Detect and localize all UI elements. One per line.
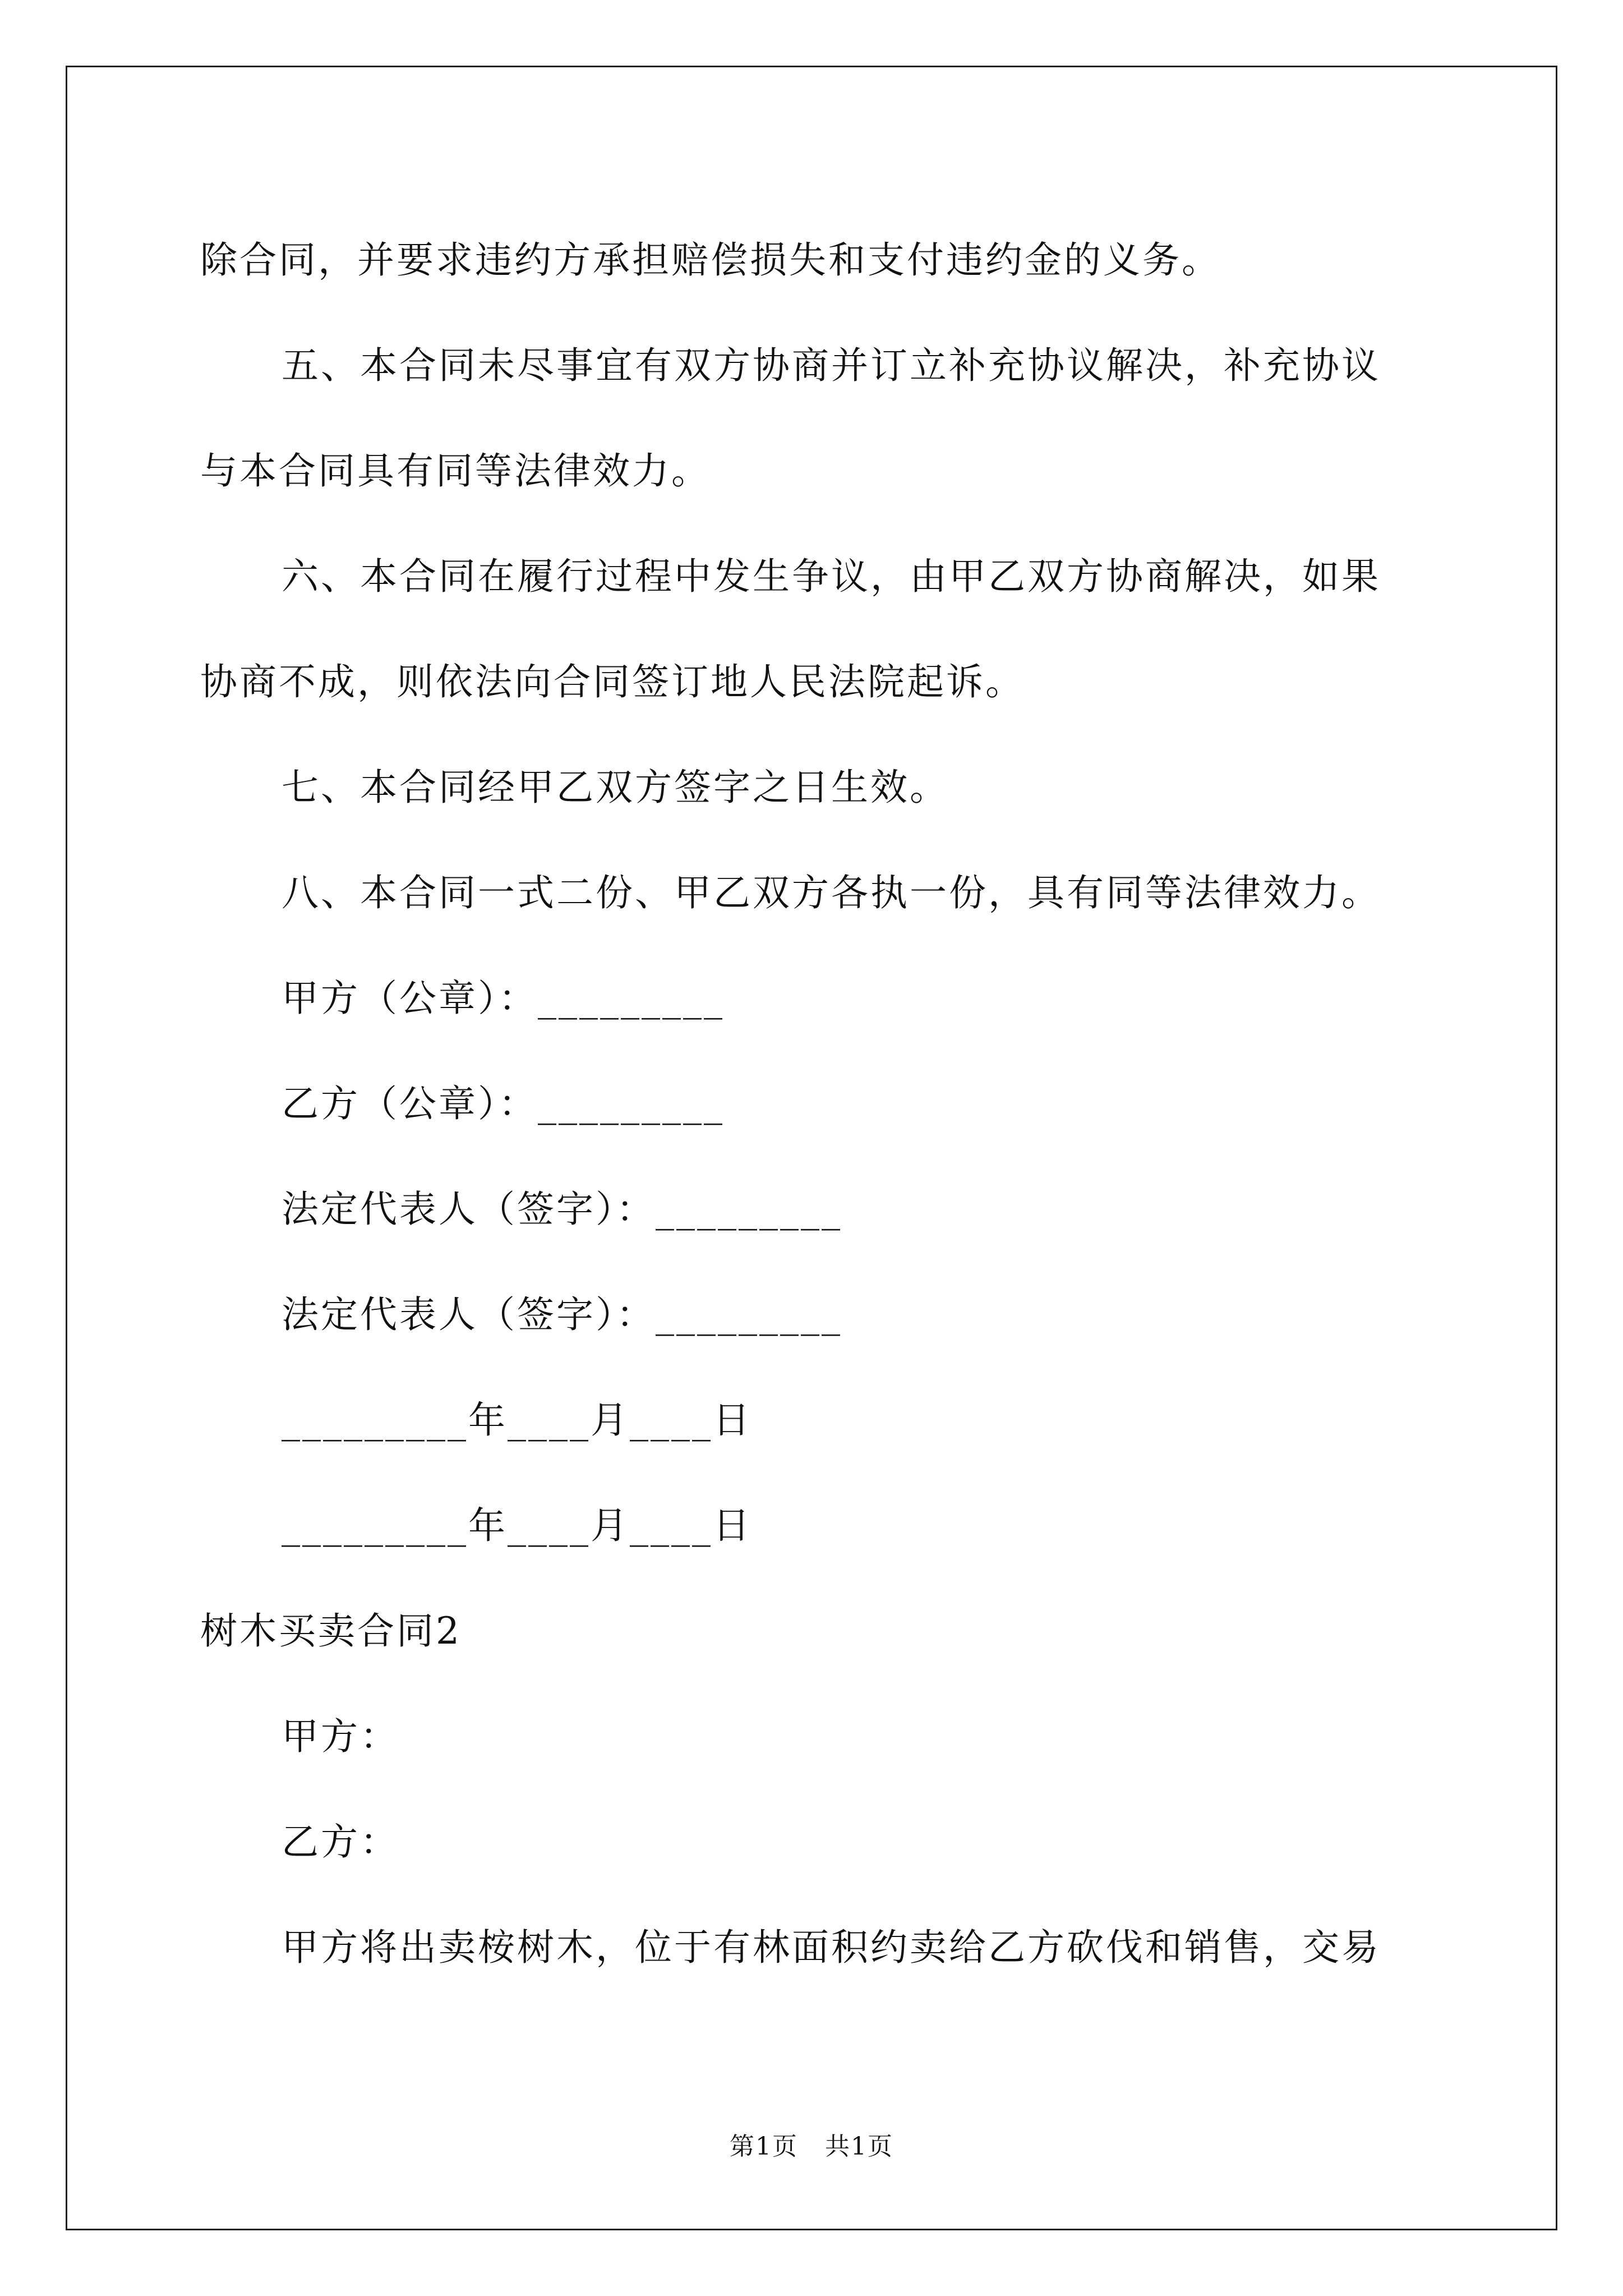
party-a-seal-line: 甲方（公章）：_________ <box>282 977 725 1020</box>
paragraph-line: 与本合同具有同等法律效力。 <box>200 449 711 493</box>
paragraph-line: 除合同，并要求违约方承担赔偿损失和支付违约金的义务。 <box>200 238 1221 282</box>
date-line: _________年____月____日 <box>282 1504 752 1547</box>
document-body <box>200 208 1445 2000</box>
party-b-seal-line: 乙方（公章）：_________ <box>282 1082 725 1125</box>
clause-eight-line: 八、本合同一式二份、甲乙双方各执一份，具有同等法律效力。 <box>282 871 1381 914</box>
paragraph-line: 协商不成，则依法向合同签订地人民法院起诉。 <box>200 660 1025 703</box>
clause-seven-line: 七、本合同经甲乙双方签字之日生效。 <box>282 766 949 809</box>
date-line: _________年____月____日 <box>282 1398 752 1442</box>
contract-title: 树木买卖合同2 <box>200 1609 462 1653</box>
page-number-total: 共1页 <box>825 2132 893 2161</box>
legal-rep-signature-line: 法定代表人（签字）：_________ <box>282 1188 842 1231</box>
paragraph-line: 甲方将出卖桉树木，位于有林面积约卖给乙方砍伐和销售，交易 <box>282 1926 1381 1969</box>
page-number-current: 第1页 <box>730 2132 798 2161</box>
clause-six-line: 六、本合同在履行过程中发生争议，由甲乙双方协商解决，如果 <box>282 555 1381 598</box>
page-footer <box>0 2126 1623 2162</box>
party-b-label: 乙方： <box>282 1820 399 1864</box>
party-a-label: 甲方： <box>282 1715 399 1758</box>
legal-rep-signature-line: 法定代表人（签字）：_________ <box>282 1293 842 1336</box>
clause-five-line: 五、本合同未尽事宜有双方协商并订立补充协议解决，补充协议 <box>282 344 1381 387</box>
